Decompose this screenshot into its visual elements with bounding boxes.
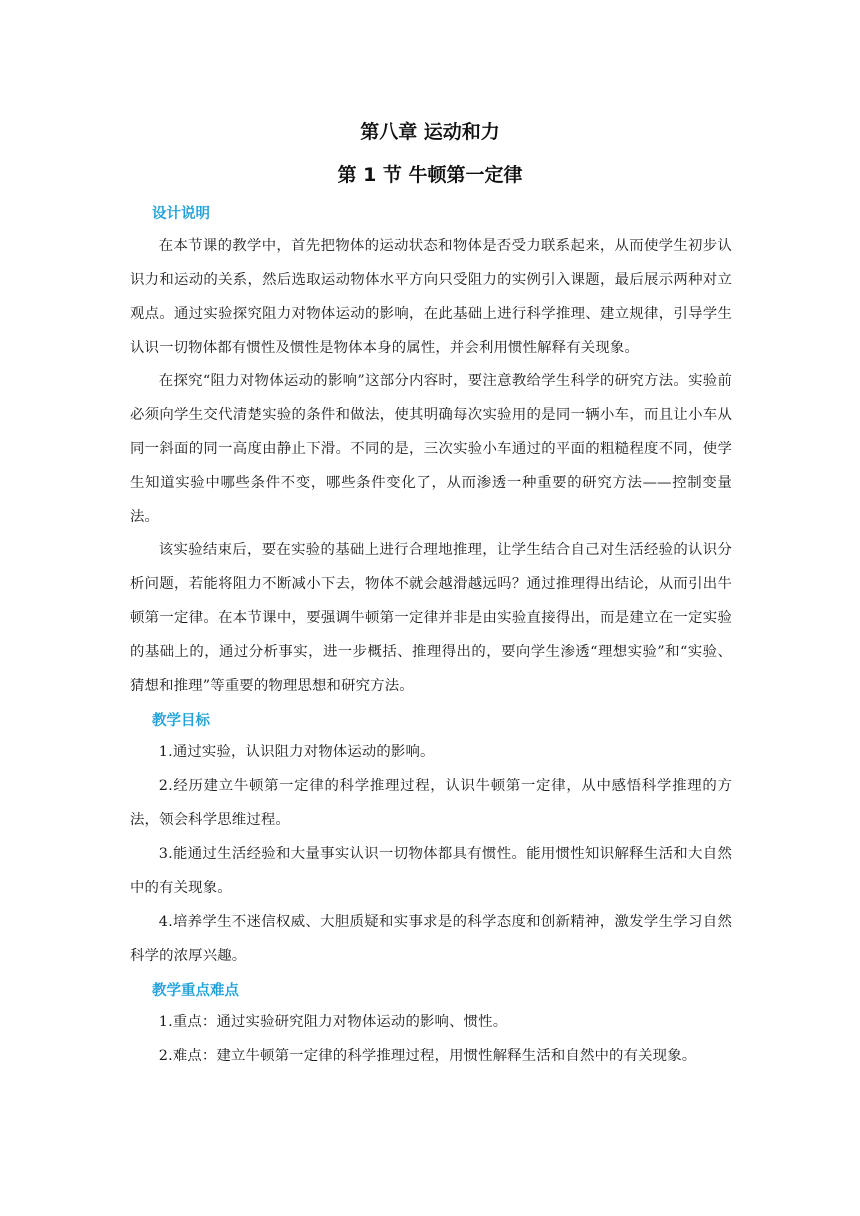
design-notes-paragraph: 在探究“阻力对物体运动的影响”这部分内容时，要注意教给学生科学的研究方法。实验前必须向学生交代清楚实验的条件和做法，使其明确每次实验用的是同一辆小车，而且让小车从同一斜面的同一高度由静止下滑。不同的是，三次实验小车通过的平面的粗糙程度不同，使学生知道实验中哪些条件不变，哪些条件变化了，从而渗透一种重要的研究方法——控制变量法。 [130, 373, 732, 525]
key-point-item: 2.难点：建立牛顿第一定律的科学推理过程，用惯性解释生活和自然中的有关现象。 [158, 1048, 697, 1064]
teaching-goal-item: 1.通过实验，认识阻力对物体运动的影响。 [158, 744, 435, 760]
design-notes-heading: 设计说明 [152, 206, 210, 222]
teaching-goals-heading: 教学目标 [152, 713, 210, 729]
key-point-item: 1.重点：通过实验研究阻力对物体运动的影响、惯性。 [158, 1014, 508, 1030]
teaching-goal-item: 2.经历建立牛顿第一定律的科学推理过程，认识牛顿第一定律，从中感悟科学推理的方法，领会科学思维过程。 [130, 778, 732, 828]
section-title: 第 1 节 牛顿第一定律 [337, 164, 523, 186]
chapter-title: 第八章 运动和力 [360, 121, 500, 143]
teaching-goal-item: 4.培养学生不迷信权威、大胆质疑和实事求是的科学态度和创新精神，激发学生学习自然科学的浓厚兴趣。 [130, 914, 732, 964]
design-notes-paragraph: 在本节课的教学中，首先把物体的运动状态和物体是否受力联系起来，从而使学生初步认识力和运动的关系，然后选取运动物体水平方向只受阻力的实例引入课题，最后展示两种对立观点。通过实验探究阻力对物体运动的影响，在此基础上进行科学推理、建立规律，引导学生认识一切物体都有惯性及惯性是物体本身的属性，并会利用惯性解释有关现象。 [130, 238, 732, 356]
teaching-goal-item: 3.能通过生活经验和大量事实认识一切物体都具有惯性。能用惯性知识解释生活和大自然中的有关现象。 [130, 846, 732, 896]
key-points-heading: 教学重点难点 [152, 983, 239, 999]
design-notes-paragraph: 该实验结束后，要在实验的基础上进行合理地推理，让学生结合自己对生活经验的认识分析问题，若能将阻力不断减小下去，物体不就会越滑越远吗？通过推理得出结论，从而引出牛顿第一定律。在本节课中，要强调牛顿第一定律并非是由实验直接得出，而是建立在一定实验的基础上的，通过分析事实，进一步概括、推理得出的，要向学生渗透“理想实验”和“实验、猜想和推理”等重要的物理思想和研究方法。 [130, 542, 732, 694]
